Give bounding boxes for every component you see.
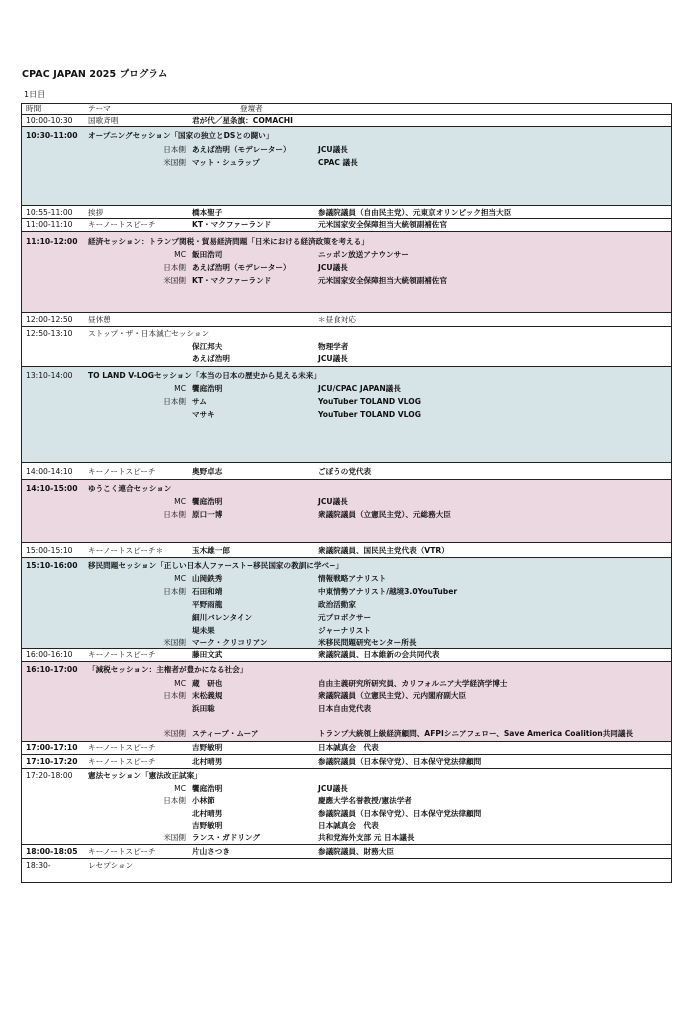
speaker-role: 参議院議員（日本保守党）、日本保守党法律顧問	[318, 809, 482, 818]
speaker-name: あえば浩明	[192, 354, 230, 363]
header-speaker: 登壇者	[240, 104, 263, 113]
speaker-side: MC	[174, 497, 186, 506]
speaker-name: 玉木雄一郎	[192, 546, 230, 555]
row-time: 18:00-18:05	[26, 847, 78, 856]
speaker-role: 日本誠真会 代表	[318, 821, 379, 830]
speaker-role: 衆議院議員、日本維新の会共同代表	[318, 650, 440, 659]
row-theme: 憲法セッション「憲法改正試案」	[88, 771, 202, 780]
row-time: 11:10-12:00	[26, 237, 78, 246]
speaker-side: 米国側	[163, 276, 186, 285]
speaker-role: トランプ大統領上級経済顧問、AFPIシニアフェロー、Save America Coalition共同議長	[318, 729, 634, 738]
speaker-role: JCU議長	[318, 263, 348, 272]
speaker-name: KT・マクファーランド	[192, 220, 272, 229]
speaker-name: 末松義規	[192, 691, 223, 700]
speaker-role: 物理学者	[318, 342, 349, 351]
row-time: 15:10-16:00	[26, 561, 78, 570]
speaker-name: 細川バレンタイン	[192, 613, 253, 622]
row-theme: レセプション	[88, 861, 134, 870]
row-theme: オープニングセッション「国家の独立とDSとの闘い」	[88, 131, 274, 140]
speaker-role: 自由主義研究所研究員、カリフォルニア大学経済学博士	[318, 679, 508, 688]
speaker-name: 蔵 研也	[192, 679, 223, 688]
row-theme: キーノートスピーチ	[88, 220, 156, 229]
speaker-name: 君が代／星条旗：COMACHI	[192, 116, 293, 125]
speaker-role: 日本自由党代表	[318, 704, 372, 713]
row-theme: 経済セッション：トランプ関税・貿易経済問題「日米における経済政策を考える」	[88, 237, 369, 246]
row-time: 10:55-11:00	[26, 208, 73, 217]
speaker-role: 情報戦略アナリスト	[318, 574, 387, 583]
table-row	[22, 206, 671, 219]
speaker-side: MC	[174, 574, 186, 583]
speaker-role: 政治活動家	[318, 600, 356, 609]
program-table	[21, 103, 672, 883]
row-theme: 国歌斉唱	[88, 116, 119, 125]
speaker-side: 日本側	[163, 510, 186, 519]
speaker-side: 日本側	[163, 145, 186, 154]
speaker-name: 奥野卓志	[192, 467, 223, 476]
table-row	[22, 327, 671, 367]
row-time: 16:00-16:10	[26, 650, 73, 659]
speaker-name: 山岡鉄秀	[192, 574, 223, 583]
day-label: 1日目	[24, 90, 46, 99]
row-theme: 昼休憩	[88, 315, 111, 324]
speaker-role: 元プロボクサー	[318, 613, 372, 622]
speaker-name: 堤未果	[192, 626, 215, 635]
row-theme: 移民問題セッション「正しい日本人ファースト−移民国家の教訓に学べ−」	[88, 561, 344, 570]
speaker-role: 日本誠真会 代表	[318, 743, 379, 752]
row-time: 18:30-	[26, 861, 51, 870]
row-time: 13:10-14:00	[26, 371, 73, 380]
speaker-side: MC	[174, 784, 186, 793]
speaker-role: YouTuber TOLAND VLOG	[318, 410, 421, 419]
row-theme: 「減税セッション：主権者が豊かになる社会」	[88, 665, 248, 674]
speaker-side: 日本側	[163, 691, 186, 700]
row-theme: TO LAND V-LOGセッション「本当の日本の歴史から見える未来」	[88, 371, 321, 380]
header-theme: テーマ	[88, 104, 111, 113]
table-row	[22, 232, 671, 313]
speaker-name: あえば浩明（モデレーター）	[192, 145, 291, 154]
speaker-name: 石田和靖	[192, 587, 223, 596]
row-time: 16:10-17:00	[26, 665, 78, 674]
table-row	[22, 649, 671, 662]
table-row	[22, 769, 671, 845]
speaker-name: マット・シュラップ	[192, 158, 260, 167]
row-theme: キーノートスピーチ	[88, 743, 156, 752]
table-row	[22, 115, 671, 127]
speaker-role: 参議院議員（日本保守党）、日本保守党法律顧問	[318, 757, 482, 766]
speaker-side: 日本側	[163, 796, 186, 805]
speaker-role: 慶應大学名誉教授/憲法学者	[318, 796, 412, 805]
row-theme: キーノートスピーチ＊	[88, 546, 164, 555]
row-time: 17:10-17:20	[26, 757, 78, 766]
speaker-role: ＊昼食対応	[318, 315, 356, 324]
speaker-name: 原口一博	[192, 510, 223, 519]
speaker-name: 北村晴男	[192, 809, 223, 818]
table-header-row	[22, 104, 671, 115]
speaker-name: 保江邦夫	[192, 342, 223, 351]
row-time: 17:20-18:00	[26, 771, 73, 780]
speaker-name: 饗庭浩明	[192, 497, 223, 506]
speaker-name: 藤田文武	[192, 650, 223, 659]
table-row	[22, 662, 671, 742]
speaker-side: 米国側	[163, 638, 186, 647]
row-theme: ストップ・ザ・日本滅亡セッション	[88, 329, 210, 338]
speaker-side: 日本側	[163, 397, 186, 406]
speaker-role: 元米国家安全保障担当大統領副補佐官	[318, 220, 448, 229]
row-time: 10:00-10:30	[26, 116, 73, 125]
speaker-role: 共和党海外支部 元 日本議長	[318, 833, 415, 842]
table-row	[22, 543, 671, 558]
table-row	[22, 127, 671, 206]
row-time: 14:10-15:00	[26, 484, 78, 493]
speaker-role: 衆議院議員、国民民主党代表（VTR）	[318, 546, 449, 555]
speaker-name: 饗庭浩明	[192, 384, 223, 393]
speaker-name: 浜田聡	[192, 704, 215, 713]
table-row	[22, 463, 671, 480]
row-theme: キーノートスピーチ	[88, 757, 156, 766]
speaker-name: 吉野敏明	[192, 821, 223, 830]
speaker-name: 饗庭浩明	[192, 784, 223, 793]
speaker-name: 北村晴男	[192, 757, 223, 766]
row-theme: 挨拶	[88, 208, 104, 217]
speaker-name: マサキ	[192, 410, 215, 419]
speaker-name: 小林節	[192, 796, 215, 805]
speaker-name: 平野雨龍	[192, 600, 223, 609]
speaker-name: マーク・クリコリアン	[192, 638, 268, 647]
speaker-name: 吉野敏明	[192, 743, 223, 752]
table-row	[22, 859, 671, 881]
speaker-side: 米国側	[163, 833, 186, 842]
speaker-side: MC	[174, 384, 186, 393]
table-row	[22, 742, 671, 755]
speaker-name: 飯田浩司	[192, 250, 223, 259]
speaker-role: 元米国家安全保障担当大統領副補佐官	[318, 276, 448, 285]
speaker-role: JCU/CPAC JAPAN議長	[318, 384, 401, 393]
speaker-role: JCU議長	[318, 354, 348, 363]
document-title: CPAC JAPAN 2025 プログラム	[22, 69, 168, 80]
speaker-name: サム	[192, 397, 207, 406]
row-time: 14:00-14:10	[26, 467, 73, 476]
table-row	[22, 313, 671, 327]
speaker-side: MC	[174, 250, 186, 259]
speaker-side: MC	[174, 679, 186, 688]
row-theme: キーノートスピーチ	[88, 847, 156, 856]
speaker-name: ランス・ガドリング	[192, 833, 260, 842]
speaker-name: 片山さつき	[192, 847, 230, 856]
row-time: 11:00-11:10	[26, 220, 73, 229]
speaker-role: 参議院議員（自由民主党）、元東京オリンピック担当大臣	[318, 208, 512, 217]
speaker-role: YouTuber TOLAND VLOG	[318, 397, 421, 406]
speaker-role: JCU議長	[318, 497, 348, 506]
speaker-role: ごぼうの党代表	[318, 467, 372, 476]
table-row	[22, 755, 671, 769]
speaker-name: KT・マクファーランド	[192, 276, 272, 285]
speaker-role: JCU議長	[318, 145, 348, 154]
speaker-side: 日本側	[163, 263, 186, 272]
table-row	[22, 480, 671, 543]
speaker-role: 中東情勢アナリスト/越境3.0YouTuber	[318, 587, 458, 596]
speaker-name: 橋本聖子	[192, 208, 223, 217]
row-time: 17:00-17:10	[26, 743, 78, 752]
row-time: 12:50-13:10	[26, 329, 73, 338]
speaker-side: 米国側	[163, 729, 186, 738]
speaker-side: 米国側	[163, 158, 186, 167]
speaker-role: 衆議院議員（立憲民主党）、元内閣府副大臣	[318, 691, 467, 700]
speaker-role: ジャーナリスト	[318, 626, 371, 635]
row-theme: キーノートスピーチ	[88, 650, 156, 659]
speaker-role: CPAC 議長	[318, 158, 358, 167]
row-time: 12:00-12:50	[26, 315, 73, 324]
table-row	[22, 845, 671, 859]
speaker-role: 衆議院議員（立憲民主党）、元総務大臣	[318, 510, 451, 519]
speaker-side: 日本側	[163, 587, 186, 596]
speaker-name: スティーブ・ムーア	[192, 729, 259, 738]
table-row	[22, 558, 671, 649]
speaker-role: 参議院議員、財務大臣	[318, 847, 394, 856]
speaker-role: 米移民問題研究センター所長	[318, 638, 417, 647]
speaker-role: JCU議長	[318, 784, 348, 793]
row-time: 15:00-15:10	[26, 546, 73, 555]
speaker-role: ニッポン放送アナウンサー	[318, 250, 409, 259]
table-row	[22, 219, 671, 232]
header-time: 時間	[26, 104, 42, 113]
table-row	[22, 367, 671, 463]
row-theme: ゆうこく連合セッション	[88, 484, 172, 493]
row-time: 10:30-11:00	[26, 131, 78, 140]
speaker-name: あえば浩明（モデレーター）	[192, 263, 291, 272]
row-theme: キーノートスピーチ	[88, 467, 156, 476]
